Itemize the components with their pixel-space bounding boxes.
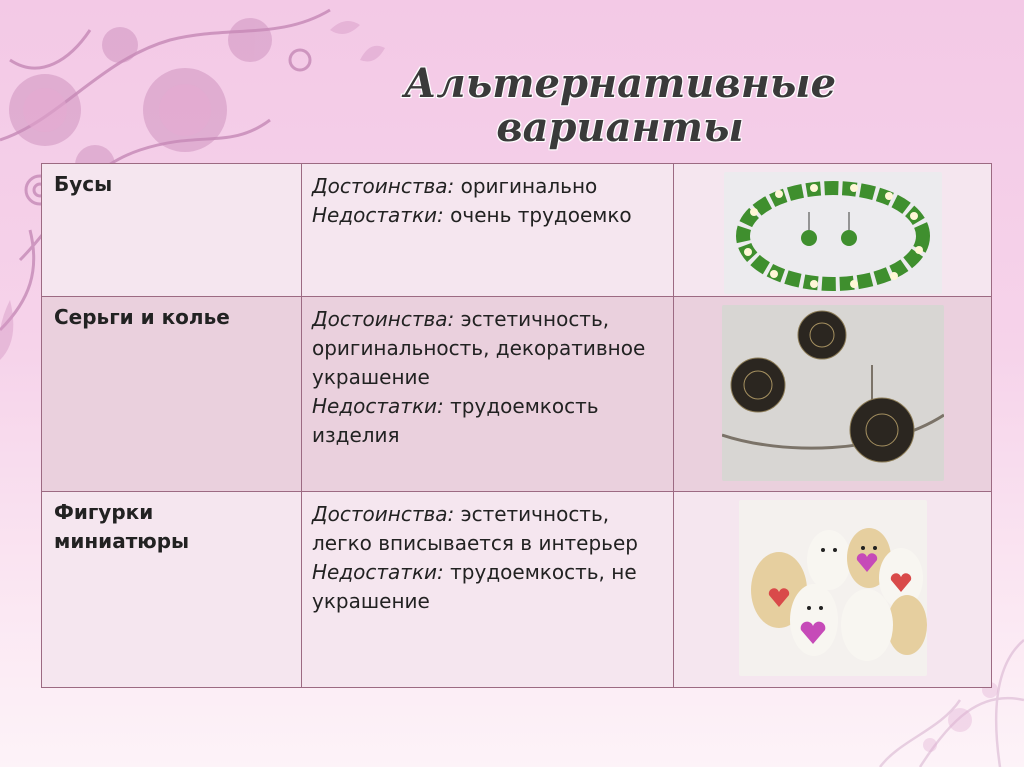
alternatives-table (41, 163, 992, 688)
cons-label: Недостатки: (312, 394, 444, 418)
slide-title (360, 62, 880, 150)
pros-label: Достоинства: (312, 307, 455, 331)
title-line-1: Альтернативные (403, 60, 837, 107)
pros-text: оригинально (454, 174, 598, 198)
earrings-and-necklace-photo (722, 305, 944, 481)
pros-text: эстетичность, оригинальность, декоративное украшение (312, 307, 646, 389)
cons-text: очень трудоемко (443, 203, 632, 227)
green-bead-necklace-photo (724, 172, 942, 294)
cons-text: трудоемкость, не украшение (312, 560, 637, 613)
title-line-2: варианты (496, 104, 744, 151)
option-name: Серьги и колье (42, 297, 302, 492)
option-image-cell (674, 492, 992, 688)
option-name: Фигурки миниатюры (42, 492, 302, 688)
option-description (302, 492, 674, 688)
cons-label: Недостатки: (312, 203, 444, 227)
pros-text: эстетичность, легко вписывается в интерьер (312, 502, 638, 555)
option-image-cell (674, 297, 992, 492)
table-row (42, 164, 992, 297)
option-image-cell (674, 164, 992, 297)
table-row (42, 492, 992, 688)
option-description (302, 164, 674, 297)
mouse-figurines-photo (739, 500, 927, 676)
cons-text: трудоемкость изделия (312, 394, 599, 447)
option-name: Бусы (42, 164, 302, 297)
cons-label: Недостатки: (312, 560, 444, 584)
pros-label: Достоинства: (312, 174, 455, 198)
option-description (302, 297, 674, 492)
pros-label: Достоинства: (312, 502, 455, 526)
table-row (42, 297, 992, 492)
